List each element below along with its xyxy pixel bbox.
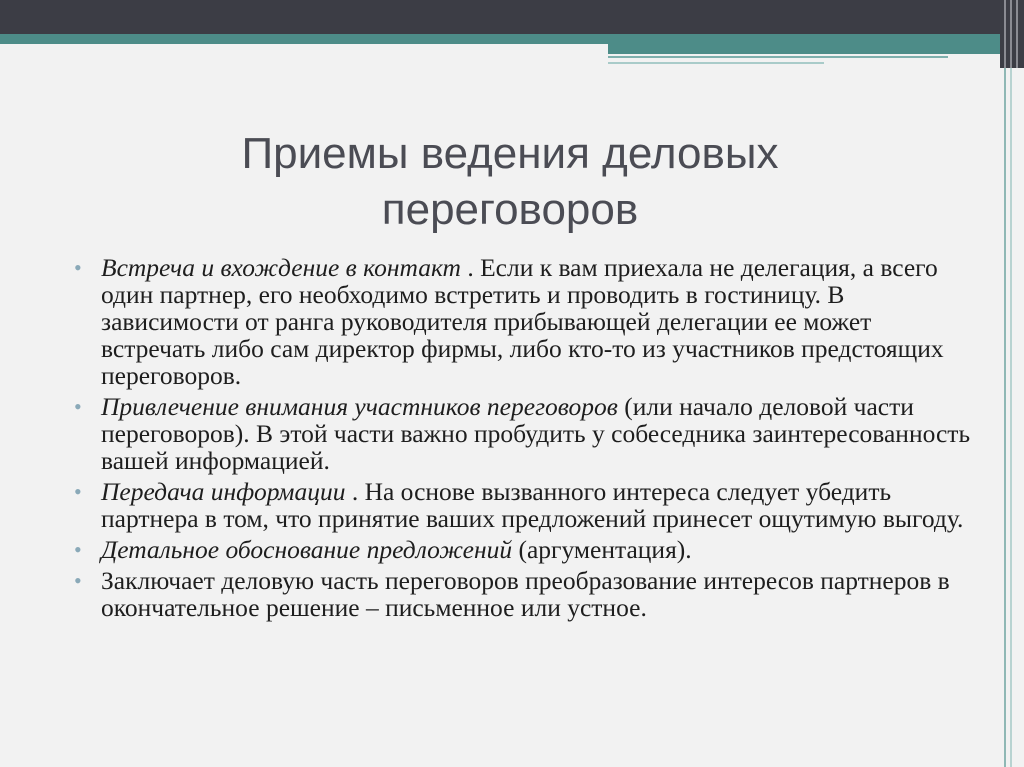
- bullet-text: . Если к вам приехала не делегация, а всего один партнер, его необходимо встретить и проводить в гостиницу. В зависимости от ранга руководителя прибывающей делегации ее может встречать либо сам директор фирмы, либо кто-то из участников предстоящих переговоров.: [101, 253, 944, 390]
- bullet-icon: •: [74, 568, 82, 593]
- bullet-heading: Детальное обоснование предложений: [101, 535, 513, 564]
- corner-stripe: [1016, 0, 1018, 68]
- bullet-text: Заключает деловую часть переговоров преобразование интересов партнеров в окончательное решение – письменное или устное.: [101, 566, 950, 622]
- bullet-heading: Встреча и вхождение в контакт: [101, 253, 461, 282]
- list-item: [74, 478, 979, 532]
- bullet-icon: •: [74, 479, 82, 504]
- bullet-heading: Передача информации: [101, 477, 346, 506]
- header-teal-bar: [0, 34, 1000, 44]
- list-item: [74, 254, 979, 389]
- header-accent-line: [608, 56, 948, 58]
- header-dark-bar: [0, 0, 1000, 34]
- bullet-heading: Привлечение внимания участников переговоров: [101, 392, 618, 421]
- bullet-icon: •: [74, 537, 82, 562]
- header-teal-bar-right: [608, 44, 1000, 54]
- bullet-list: [74, 254, 979, 625]
- bullet-text: . На основе вызванного интереса следует убедить партнера в том, что принятие ваших предложений принесет ощутимую выгоду.: [101, 477, 964, 533]
- list-item: [74, 393, 979, 474]
- bullet-icon: •: [74, 394, 82, 419]
- corner-stripe: [1004, 0, 1006, 68]
- right-edge-line: [1004, 68, 1006, 767]
- bullet-text: (аргументация).: [512, 535, 692, 564]
- corner-stripe: [1010, 0, 1012, 68]
- slide-title: Приемы ведения деловых переговоров: [241, 129, 779, 234]
- header-accent-line-short: [608, 62, 824, 64]
- right-edge-line: [1010, 68, 1012, 767]
- list-item: [74, 567, 979, 621]
- bullet-text: (или начало деловой части переговоров). В этой части важно пробудить у собеседника заинтересованность вашей информацией.: [101, 392, 971, 475]
- bullet-icon: •: [74, 255, 82, 280]
- list-item: [74, 536, 979, 563]
